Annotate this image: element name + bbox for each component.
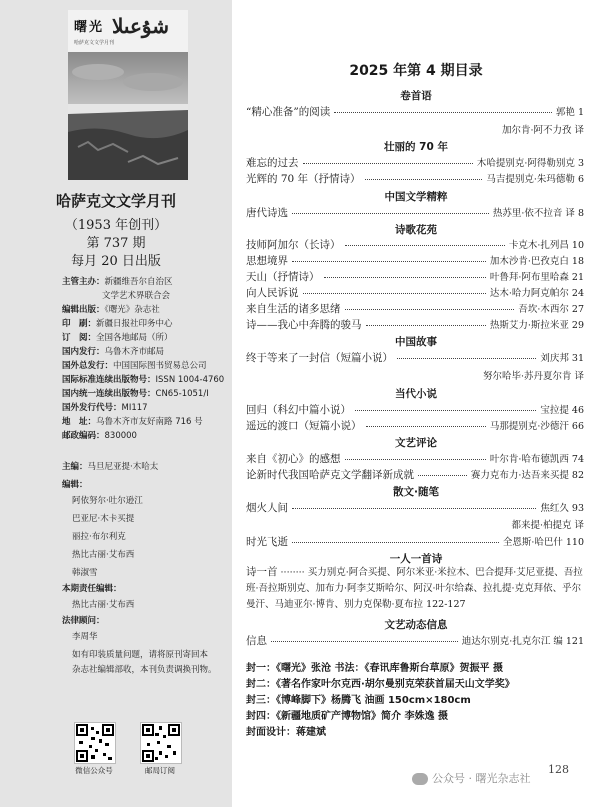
info-line: 主管主办：新疆维吾尔自治区 (62, 277, 173, 287)
toc-entry[interactable]: 遥远的渡口（短篇小说） 马那提别克·沙德汗 66 (246, 420, 584, 432)
translator-credit: 都来提·柏提克 译 (511, 520, 584, 531)
editor-name: 巴亚尼·木卡买提 (72, 514, 135, 524)
cover-note: 封一：《曙光》张沧 书法：《春讯库鲁斯台草原》贺振平 摄 (246, 663, 503, 674)
editors-label: 编辑： (62, 480, 88, 490)
qr-pattern-icon (75, 723, 115, 763)
toc-entry-poem[interactable] (246, 564, 584, 613)
post-subscription-qr-code[interactable] (140, 722, 182, 764)
cover-thumbnail (68, 10, 188, 180)
cover-note: 封四：《新疆地质矿产博物馆》简介 李姝逸 摄 (246, 711, 448, 722)
info-line: 国内发行：乌鲁木齐市邮局 (62, 347, 165, 357)
cover-note: 封面设计：蒋建斌 (246, 727, 326, 738)
section-heading: 中国故事 (395, 336, 437, 348)
toc-entry[interactable]: 信息 迪达尔别克·扎克尔江 编 121 (246, 635, 584, 647)
toc-entry[interactable]: 来自生活的诸多思绪 吾坎·木西尔 27 (246, 303, 584, 315)
section-heading: 一人一首诗 (389, 553, 443, 565)
toc-entry[interactable]: “精心准备”的阅读 郭艳 1 (246, 106, 584, 118)
toc-entry[interactable]: 难忘的过去 木哈提别克·阿得勒别克 3 (246, 157, 584, 169)
toc-entry[interactable]: 光辉的 70 年（抒情诗） 马吉提别克·朱玛德勒 6 (246, 173, 584, 185)
masthead-panel (0, 0, 232, 807)
editor-name: 韩淑雪 (72, 568, 98, 578)
info-line: 国际标准连续出版物号：ISSN 1004-4760 (62, 375, 225, 385)
cover-subtitle: 哈萨克文文学月刊 (74, 40, 115, 46)
magazine-name: 哈萨克文文学月刊 (55, 192, 176, 210)
wechat-qr-label: 微信公众号 (75, 766, 113, 775)
wechat-watermark (412, 770, 531, 786)
chief-editor: 主编：马旦尼亚提·木哈太 (62, 462, 159, 472)
section-heading: 当代小说 (395, 388, 437, 400)
info-line: 编辑出版：《曙光》杂志社 (62, 305, 160, 315)
toc-entry[interactable]: 技师阿加尔（长诗） 卡克木·扎列昌 10 (246, 239, 584, 251)
issue-number: 第 737 期 (86, 236, 146, 251)
toc-entry[interactable]: 烟火人间 焦红久 93 (246, 502, 584, 514)
editor-name: 丽拉·布尔利克 (72, 532, 126, 542)
duty-editor: 热比古丽·艾布西 (72, 600, 135, 610)
publication-info (62, 275, 224, 443)
wechat-icon (412, 773, 428, 785)
section-heading: 散文·随笔 (393, 486, 439, 498)
cover-title: 曙光 (74, 20, 105, 35)
toc-entry[interactable]: 唐代诗选 热苏里·依不拉音 译 8 (246, 207, 584, 219)
section-heading: 卷首语 (400, 90, 432, 102)
toc-entry[interactable]: 思想境界 加木沙肯·巴孜克白 18 (246, 255, 584, 267)
section-heading: 中国文学精粹 (384, 191, 448, 203)
toc-entry[interactable]: 向人民诉说 达木·哈力阿克帕尔 24 (246, 287, 584, 299)
section-heading: 文艺动态信息 (384, 619, 448, 631)
translator-credit: 加尔肯·阿不力孜 译 (501, 125, 584, 136)
info-line: 订 阅：全国各地邮局（所） (62, 333, 173, 343)
cover-notes (246, 661, 515, 741)
wechat-qr-code[interactable] (74, 722, 116, 764)
info-line: 国内统一连续出版物号：CN65-1051/I (62, 389, 209, 399)
toc-title: 2025 年第 4 期目录 (349, 63, 483, 79)
section-heading: 诗歌花苑 (395, 224, 437, 236)
cover-note: 封三：《博峰脚下》杨腾飞 油画 150cm×180cm (246, 695, 471, 706)
toc-entry[interactable]: 诗——我心中奔腾的骏马 热斯艾力·斯拉米亚 29 (246, 319, 584, 331)
section-heading: 壮丽的 70 年 (384, 141, 448, 153)
cover-header (68, 10, 188, 52)
toc-entry[interactable]: 终于等来了一封信（短篇小说） 刘庆邦 31 (246, 352, 584, 364)
page-number: 128 (548, 763, 569, 776)
poem-authors: 买力别克·阿合买提、阿尔米亚·米拉木、巴合提拜·艾尼亚提、吾拉班·吾拉斯别克、加布力·阿李艾斯哈尔、阿汉·叶尔给森、拉扎提·克克拜依、乎尔曼汗、马迪亚尔·博肯、别力克保勒·夏布拉 (246, 567, 583, 610)
info-line: 国外发行代号：MI117 (62, 403, 148, 413)
cover-landscape-image (68, 52, 188, 180)
quality-notice (62, 648, 217, 678)
account-name: 公众号 · 曙光杂志社 (432, 772, 531, 785)
toc-entry[interactable]: 天山（抒情诗） 叶鲁拜·阿布里哈森 21 (246, 271, 584, 283)
notice-line: 如有印装质量问题，请将原刊寄回本 (72, 650, 209, 660)
toc-entry[interactable]: 回归（科幻中篇小说） 宝拉提 46 (246, 404, 584, 416)
editor-name: 阿依努尔·吐尔逊江 (72, 496, 143, 506)
legal-advisor-label: 法律顾问： (62, 616, 105, 626)
poem-title: 诗一首 (246, 566, 278, 578)
editors-list (62, 492, 217, 582)
translator-credit: 努尔哈毕·苏丹夏尔肯 译 (482, 371, 584, 382)
toc-entry[interactable]: 时光飞逝 全恩斯·哈巴什 110 (246, 536, 584, 548)
poem-pages: 122-127 (426, 599, 466, 610)
notice-line: 杂志社编辑部收，本刊负责调换刊物。 (72, 665, 217, 675)
publish-schedule: 每月 20 日出版 (71, 254, 161, 269)
duty-editor-label: 本期责任编辑： (62, 584, 122, 594)
founded-year: （1953 年创刊） (64, 218, 168, 233)
legal-advisor: 李周华 (72, 632, 98, 642)
toc-entry[interactable]: 来自《初心》的感想 叶尔肯·哈布德凯西 74 (246, 453, 584, 465)
cover-logo: شۇعىلا (112, 14, 169, 38)
editorial-staff (62, 460, 217, 678)
qr-pattern-icon (141, 723, 181, 763)
post-qr-label: 邮局订阅 (145, 766, 175, 775)
info-line: 文学艺术界联合会 (102, 291, 171, 301)
poem-dots: ········ (280, 567, 305, 578)
editor-name: 热比古丽·艾布西 (72, 550, 135, 560)
info-line: 印 刷：新疆日报社印务中心 (62, 319, 173, 329)
info-line: 国外总发行：中国国际图书贸易总公司 (62, 361, 207, 371)
info-line: 邮政编码：830000 (62, 431, 137, 441)
section-heading: 文艺评论 (395, 437, 437, 449)
info-line: 地 址：乌鲁木齐市友好南路 716 号 (62, 417, 203, 427)
cover-note: 封二：《著名作家叶尔克西·胡尔曼别克荣获首届天山文学奖》 (246, 679, 515, 690)
toc-entry[interactable]: 论新时代我国哈萨克文学翻译新成就 赛力克布力·达吾来买提 82 (246, 469, 584, 481)
